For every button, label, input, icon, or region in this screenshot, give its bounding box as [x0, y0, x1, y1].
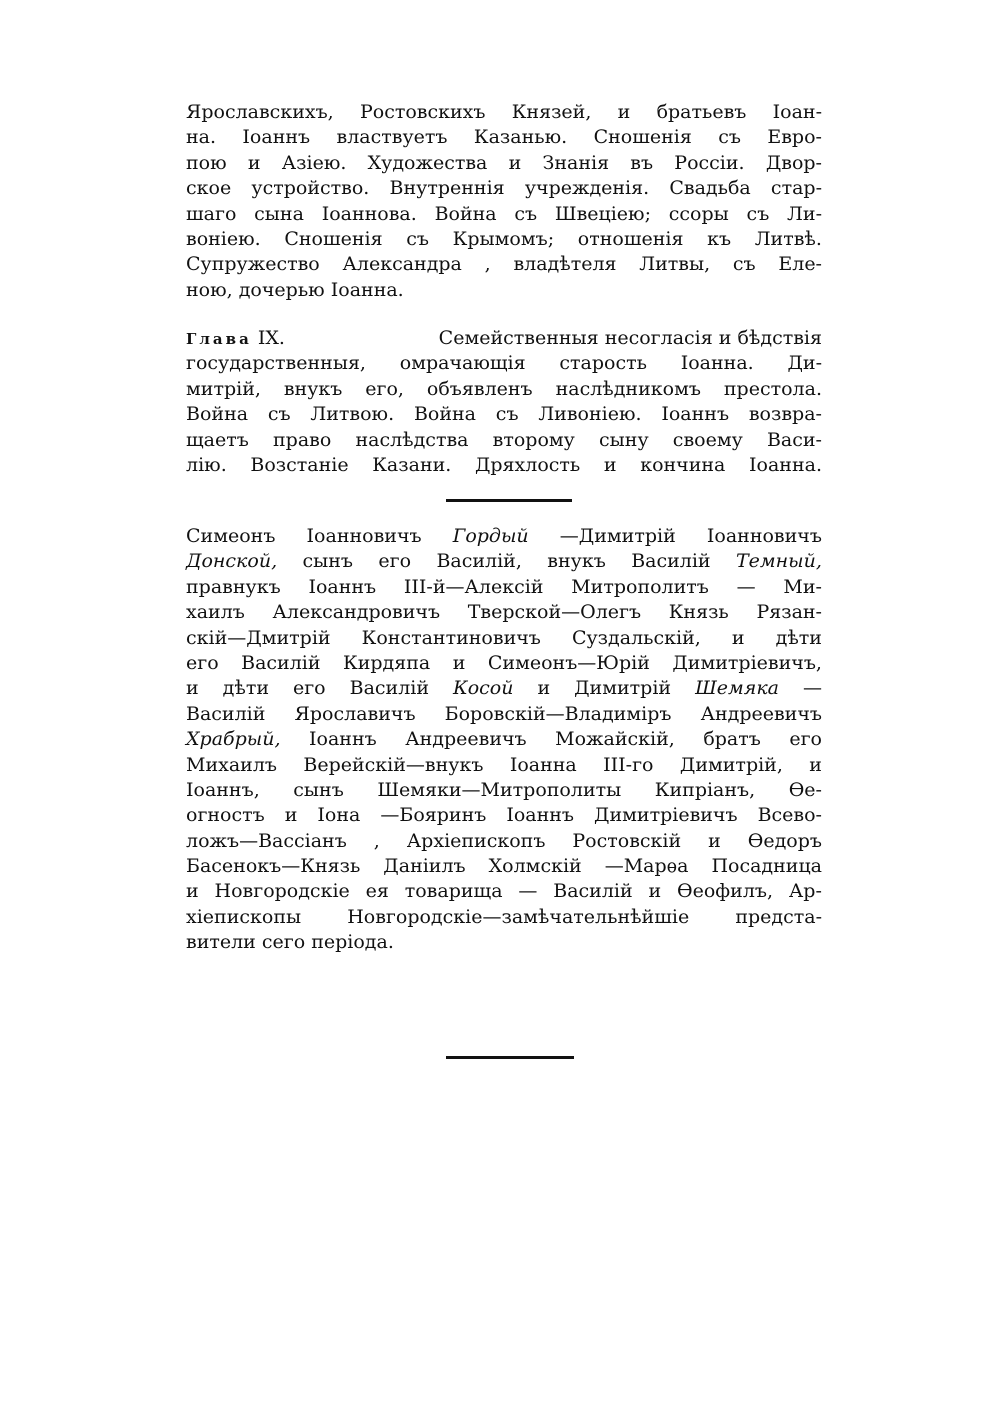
text-word: товарища: [404, 880, 503, 903]
text-word: Новгородскіе—замѣчательнѣйшіе: [347, 905, 690, 928]
text-word: Ростовскій: [572, 829, 682, 852]
chapter-heading-text: Семейственныя несогласія и бѣдствія: [438, 327, 822, 349]
text-word: Іоаннъ,: [186, 778, 260, 801]
text-word: и: [809, 753, 822, 776]
text-word: Василій,: [436, 550, 522, 573]
text-word: Василій: [186, 702, 266, 725]
text-word: Іоанновичъ: [706, 525, 822, 547]
text-word: —Димитрій: [559, 525, 676, 547]
text-word: его: [186, 651, 219, 674]
text-word: Рязан-: [756, 601, 822, 624]
text-word: Василій: [553, 880, 633, 903]
chapter-heading-line: [186, 326, 822, 351]
text-word: Тверской—Олегъ: [467, 601, 642, 624]
notable-personalities-paragraph: [186, 524, 822, 956]
text-word: Василій: [241, 651, 321, 674]
text-word: Іоаннъ: [506, 804, 575, 827]
text-word: Даніилъ: [383, 855, 466, 878]
text-word: III-й—Алексій: [403, 575, 544, 598]
text-word: и: [186, 880, 199, 903]
text-word: дѣти: [222, 677, 269, 700]
text-word: и: [708, 829, 721, 852]
text-word: Митрополитъ: [571, 575, 709, 598]
text-line: [186, 905, 822, 930]
text-line: Война съ Литвою. Война съ Ливоніею. Іоаннъ возвра-: [186, 403, 822, 426]
text-word: Ѳе-: [788, 778, 822, 801]
text-word: предста-: [735, 905, 822, 928]
text-word: —: [518, 880, 538, 903]
end-divider-rule: [446, 1056, 574, 1059]
text-word: Всево-: [757, 804, 822, 827]
text-word: Архіепископъ: [406, 829, 546, 852]
text-word: Симеонъ—Юрій: [487, 651, 650, 674]
text-line: Ярославскихъ, Ростовскихъ Князей, и братьевъ Іоан-: [186, 101, 822, 123]
text-word: Верейскій—внукъ: [303, 753, 484, 776]
text-word: Боровскій—Владиміръ: [444, 702, 672, 725]
text-word: Басенокъ—Князь: [186, 855, 361, 878]
text-line: ское устройство. Внутреннія учрежденія. Свадьба стар-: [186, 177, 822, 200]
text-line: лію. Возстаніе Казани. Дряхлость и кончина Іоанна.: [186, 453, 822, 476]
text-line: [186, 727, 822, 752]
chapter-heading-word: Глава: [186, 330, 252, 348]
text-word: Іоанна: [509, 753, 577, 776]
text-word: Василій: [631, 550, 711, 573]
italic-epithet: Донской,: [186, 550, 278, 573]
text-line: [186, 930, 822, 955]
text-word: Іона: [317, 804, 361, 827]
text-word: хаилъ: [186, 601, 245, 624]
text-word: Можайскій,: [555, 728, 675, 751]
text-word: Димитріевичъ: [594, 804, 738, 827]
text-word: Василій: [349, 677, 430, 700]
text-word: —Бояринъ: [380, 804, 487, 827]
text-word: ложъ—Вассіанъ: [186, 829, 347, 852]
text-word: его: [378, 550, 412, 573]
text-word: правнукъ: [186, 575, 281, 598]
text-word: Кипріанъ,: [654, 778, 756, 801]
text-word: внукъ: [547, 550, 606, 573]
text-word: Холмскій: [488, 855, 582, 878]
text-word: Іоаннъ: [309, 728, 377, 751]
text-word: Кирдяпа: [343, 651, 431, 674]
text-word: Ярославичъ: [294, 702, 416, 725]
text-word: и: [648, 880, 662, 903]
text-word: Ми-: [783, 575, 822, 598]
text-word: —Марѳа: [604, 855, 689, 878]
text-line: [186, 854, 822, 879]
text-word: Михаилъ: [186, 753, 277, 776]
text-word: Шемяки—Митрополиты: [377, 778, 622, 801]
text-line: [186, 676, 822, 701]
text-line: [186, 829, 822, 854]
text-word: III-го: [603, 753, 654, 776]
text-word: и: [284, 804, 298, 827]
text-word: хіепископы: [186, 905, 302, 928]
text-line: государственныя, омрачающія старость Іоанна. Ди-: [186, 352, 822, 375]
text-line: [186, 702, 822, 727]
text-word: скій—Дмитрій: [186, 626, 331, 649]
chapter-heading-number: IX.: [257, 327, 285, 349]
text-word: Іоанновичъ: [306, 525, 422, 547]
text-word: Андреевичъ: [405, 728, 527, 751]
text-line: Супружество Александра , владѣтеля Литвы, съ Еле-: [186, 253, 822, 276]
text-word: Суздальскій,: [571, 626, 701, 649]
text-line: [186, 651, 822, 676]
text-word: —: [802, 677, 822, 700]
text-line: [186, 549, 822, 574]
text-word: и: [731, 626, 745, 649]
text-word: Князь: [668, 601, 729, 624]
text-line: пою и Азіею. Художества и Знанія въ Россіи. Двор-: [186, 151, 822, 174]
italic-epithet: Косой: [453, 677, 514, 700]
text-line: [186, 575, 822, 600]
text-word: его: [789, 728, 822, 751]
text-word: братъ: [703, 728, 761, 751]
text-word: Симеонъ: [186, 525, 276, 547]
text-word: и: [452, 651, 466, 674]
text-word: Новгородскіе: [214, 880, 350, 903]
text-word: Димитрій,: [679, 753, 783, 776]
text-word: Константиновичъ: [361, 626, 541, 649]
chapter-viii-summary-continued: [186, 100, 822, 303]
text-word: и: [537, 677, 551, 700]
section-divider-rule: [446, 499, 572, 502]
text-word: огностъ: [186, 804, 265, 827]
text-segment: вители сего періода.: [186, 931, 394, 954]
text-line: воніею. Сношенія съ Крымомъ; отношенія къ Литвѣ.: [186, 227, 822, 250]
text-line: на. Іоаннъ властвуетъ Казанью. Сношенія съ Евро-: [186, 126, 822, 149]
text-line: шаго сына Іоаннова. Война съ Швеціею; ссоры съ Ли-: [186, 202, 822, 225]
text-line: [186, 524, 822, 549]
text-word: Ар-: [788, 880, 822, 903]
text-line: [186, 600, 822, 625]
text-word: дѣти: [775, 626, 822, 649]
text-word: —: [736, 575, 756, 598]
chapter-ix-summary: [186, 326, 822, 478]
text-word: ея: [365, 880, 389, 903]
text-word: Андреевичъ: [700, 702, 822, 725]
italic-epithet: Шемяка: [695, 677, 779, 700]
text-word: сынъ: [302, 550, 354, 573]
italic-epithet: Гордый: [452, 525, 529, 547]
text-line: [186, 803, 822, 828]
text-line: [186, 879, 822, 904]
text-word: Іоаннъ: [308, 575, 377, 598]
text-word: сынъ: [293, 778, 344, 801]
text-line: [186, 626, 822, 651]
text-line: [186, 778, 822, 803]
text-word: и: [186, 677, 199, 700]
text-word: Посадница: [711, 855, 822, 878]
text-word: Ѳеофилъ,: [677, 880, 774, 903]
text-word: Димитрій: [574, 677, 672, 700]
italic-epithet: Храбрый,: [186, 728, 281, 751]
text-word: ,: [373, 829, 380, 852]
italic-epithet: Темный,: [735, 550, 822, 573]
text-word: Ѳедоръ: [747, 829, 822, 852]
text-word: Димитріевичъ,: [672, 651, 822, 674]
text-line: ною, дочерью Іоанна.: [186, 278, 404, 301]
text-word: Александровичъ: [272, 601, 441, 624]
text-line: митрій, внукъ его, объявленъ наслѣдникомъ престола.: [186, 377, 822, 400]
text-line: [186, 753, 822, 778]
text-word: его: [292, 677, 326, 700]
text-line: щаетъ право наслѣдства второму сыну своему Васи-: [186, 428, 822, 451]
